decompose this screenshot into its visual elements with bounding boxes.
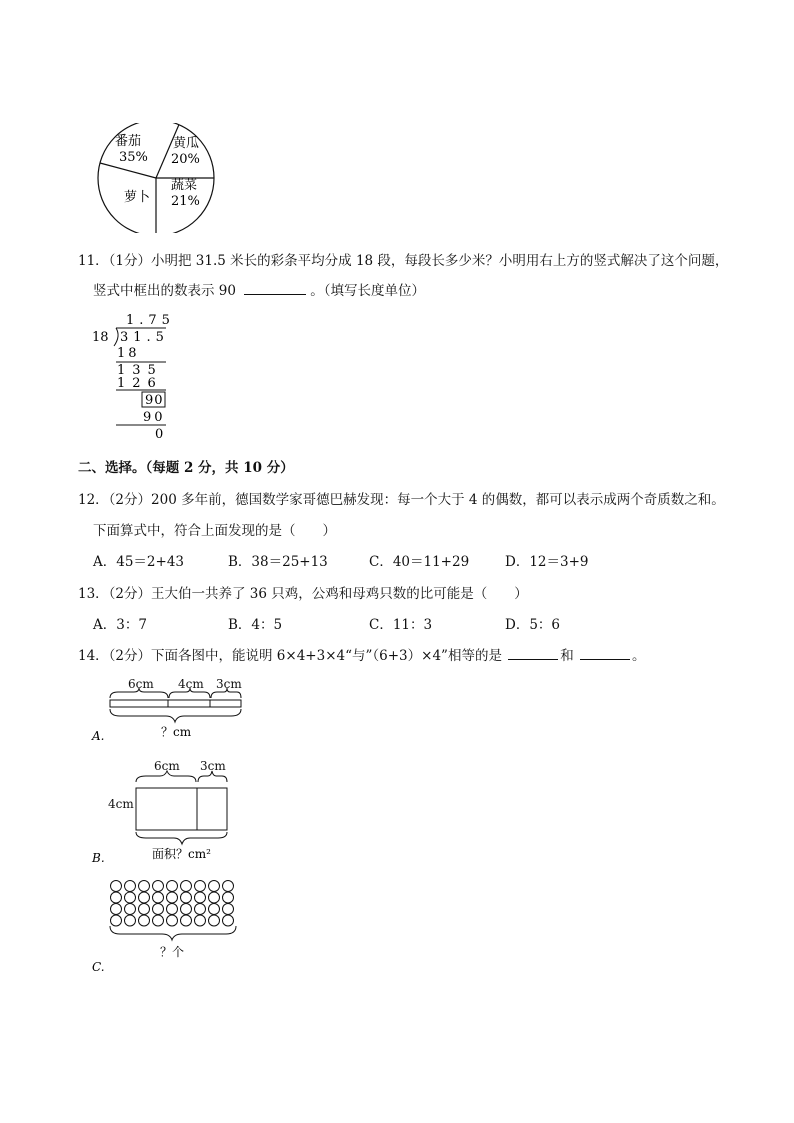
pie-label-cucumber: 黄瓜 — [173, 136, 200, 151]
figA-brace-6cm — [110, 688, 168, 698]
figC-dot — [195, 892, 206, 903]
q14-line1-b: 和 — [560, 648, 574, 664]
division-row-5: 90 — [143, 410, 166, 425]
figC-dot — [181, 915, 192, 926]
figC-dot — [195, 915, 206, 926]
division-dividend: 31.5 — [120, 330, 169, 345]
figC-dot — [167, 881, 178, 892]
q11-line2-a: 竖式中框出的数表示 90 — [93, 283, 236, 299]
figC-dot — [111, 892, 122, 903]
figC-dot — [139, 904, 150, 915]
figC-dot — [111, 904, 122, 915]
figC-dot — [139, 915, 150, 926]
pie-label-tomato: 番茄 — [115, 134, 142, 149]
figC-dot — [153, 915, 164, 926]
figA-label-6cm: 6cm — [128, 677, 154, 691]
q12-line2: 下面算式中，符合上面发现的是（ ） — [93, 523, 336, 539]
figC-dot — [111, 915, 122, 926]
figure-b — [90, 758, 250, 866]
figC-dot — [181, 904, 192, 915]
figC-dot — [153, 881, 164, 892]
figure-a — [90, 676, 250, 744]
figB-label-4cm: 4cm — [108, 797, 134, 811]
figB-brace-6cm — [136, 771, 196, 782]
q13-option-c[interactable]: C．11：3 — [369, 617, 433, 633]
long-division — [90, 308, 180, 444]
q13-option-a[interactable]: A．3：7 — [93, 617, 147, 633]
figC-dot — [125, 915, 136, 926]
figB-rect — [136, 788, 227, 830]
figC-dot — [167, 892, 178, 903]
q14-answer-blank-2[interactable] — [580, 647, 630, 660]
q13-option-d[interactable]: D．5：6 — [505, 617, 561, 633]
figC-dot — [167, 915, 178, 926]
figC-dot — [139, 892, 150, 903]
figC-dot — [209, 915, 220, 926]
figC-dot — [223, 904, 234, 915]
q11-line2-b: 。（填写长度单位） — [310, 283, 426, 299]
pie-label-radish: 萝卜 — [124, 190, 151, 205]
figC-dot — [153, 892, 164, 903]
figA-brace-4cm — [169, 688, 210, 698]
q13-option-b[interactable]: B．4：5 — [228, 617, 283, 633]
pie-pct-cucumber: 20% — [171, 152, 200, 167]
figA-brace-bottom — [110, 709, 241, 722]
figB-brace-bottom — [136, 832, 227, 844]
figC-dot — [209, 881, 220, 892]
figB-letter: B. — [92, 851, 105, 865]
q14-line1 — [78, 644, 646, 664]
figC-dot — [195, 881, 206, 892]
q12-option-b[interactable]: B．38＝25+13 — [228, 554, 328, 570]
figC-dot-grid — [111, 881, 234, 927]
division-divisor: 18 — [92, 330, 109, 345]
q14-answer-blank-1[interactable] — [508, 647, 558, 660]
figB-bottom-label: 面积？cm² — [152, 847, 211, 861]
division-row-2: 135 — [117, 363, 163, 378]
figA-bar — [110, 700, 241, 707]
q13-line1: 13．（2分）王大伯一共养了 36 只鸡，公鸡和母鸡只数的比可能是（ ） — [78, 586, 528, 602]
division-row-4: 90 — [145, 393, 164, 408]
figC-dot — [223, 915, 234, 926]
figure-c — [90, 878, 250, 978]
pie-pct-tomato: 35% — [119, 150, 148, 165]
figC-dot — [181, 892, 192, 903]
pie-divider-4 — [100, 163, 156, 178]
figB-label-6cm: 6cm — [154, 759, 180, 773]
figC-dot — [139, 881, 150, 892]
division-bracket — [114, 328, 118, 346]
q12-line1: 12．（2分）200 多年前，德国数学家哥德巴赫发现：每一个大于 4 的偶数，都可以表示成两个奇质数之和。 — [78, 492, 725, 508]
division-row-6: 0 — [155, 427, 164, 442]
figA-label-4cm: 4cm — [178, 677, 204, 691]
figC-dot — [209, 892, 220, 903]
q14-line1-c: 。 — [632, 648, 646, 664]
q11-line2 — [93, 279, 425, 299]
division-quotient: 1.75 — [126, 313, 175, 328]
pie-chart — [95, 123, 220, 233]
figA-letter: A. — [92, 729, 105, 743]
figA-label-3cm: 3cm — [216, 677, 242, 691]
q14-line1-a: 14．（2分）下面各图中，能说明 6×4+3×4“与”（6+3）×4”相等的是 — [78, 648, 502, 664]
q12-option-c[interactable]: C．40＝11+29 — [369, 554, 470, 570]
pie-pct-veg: 21% — [171, 194, 200, 209]
section2-title: 二、选择。（每题 2 分，共 10 分） — [78, 460, 294, 476]
figC-letter: C. — [92, 960, 105, 974]
figC-dot — [125, 892, 136, 903]
figC-dot — [125, 904, 136, 915]
pie-label-veg: 蔬菜 — [171, 178, 198, 193]
figC-dot — [223, 881, 234, 892]
q12-option-a[interactable]: A．45＝2+43 — [93, 554, 185, 570]
division-row-1: 18 — [117, 346, 140, 361]
figC-dot — [111, 881, 122, 892]
division-row-3: 126 — [117, 376, 163, 391]
figC-dot — [181, 881, 192, 892]
figC-dot — [153, 904, 164, 915]
figC-dot — [195, 904, 206, 915]
q12-option-d[interactable]: D．12＝3+9 — [505, 554, 589, 570]
figC-dot — [209, 904, 220, 915]
q11-answer-blank[interactable] — [244, 282, 306, 295]
figC-bottom-label: ？个 — [160, 945, 185, 959]
figA-bottom-label: ？cm — [161, 725, 192, 739]
figC-dot — [167, 904, 178, 915]
figC-dot — [125, 881, 136, 892]
figB-label-3cm: 3cm — [200, 759, 226, 773]
figC-brace-bottom — [110, 926, 236, 940]
figC-dot — [223, 892, 234, 903]
q11-line1: 11．（1分）小明把 31.5 米长的彩条平均分成 18 段，每段长多少米？小明用右上方的竖式解决了这个问题， — [78, 253, 729, 269]
